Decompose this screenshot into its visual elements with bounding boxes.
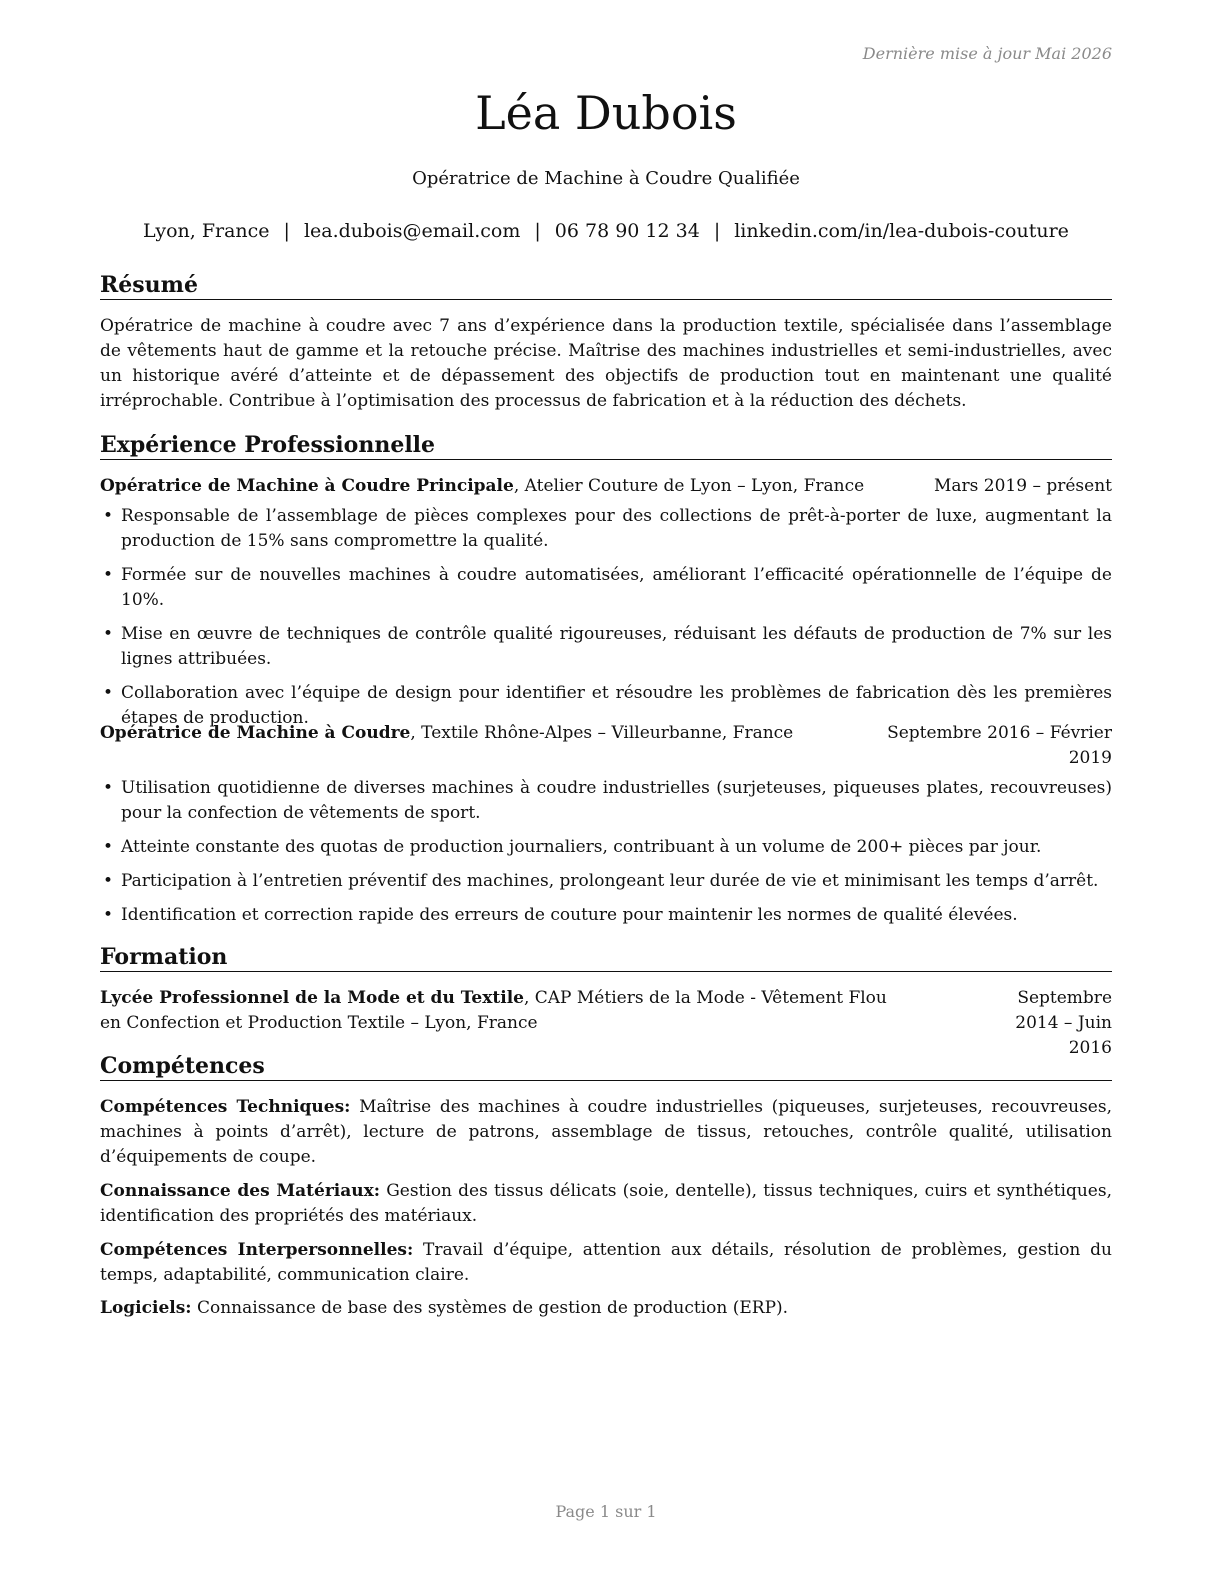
contact-phone: 06 78 90 12 34 <box>554 220 700 242</box>
job-bullets <box>100 776 1112 937</box>
skill-item <box>100 1296 1112 1321</box>
job-company: , Atelier Couture de Lyon – Lyon, France <box>513 476 865 496</box>
job-company: , Textile Rhône-Alpes – Villeurbanne, France <box>410 723 794 743</box>
education-entry <box>100 986 1112 1061</box>
skill-text: Travail d’équipe, attention aux détails, résolution de problèmes, gestion du temps, adaptabilité, communication claire. <box>100 1240 1112 1285</box>
list-item: • Formée sur de nouvelles machines à coudre automatisées, améliorant l’efficacité opérationnelle de l’équipe de 10%. <box>100 563 1112 613</box>
contact-separator: | <box>713 220 721 242</box>
section-heading-education: Formation <box>100 946 1112 972</box>
contact-linkedin[interactable]: linkedin.com/in/lea-dubois-couture <box>734 220 1069 242</box>
section-heading-experience: Expérience Professionnelle <box>100 434 1112 460</box>
list-item: • Responsable de l’assemblage de pièces complexes pour des collections de prêt-à-porter de luxe, augmentant la production de 15% sans compromettre la qualité. <box>100 504 1112 554</box>
list-item: • Utilisation quotidienne de diverses machines à coudre industrielles (surjeteuses, piqueuses plates, recouvreuses) pour la confection de vêtements de sport. <box>100 776 1112 826</box>
job-dates: Mars 2019 – présent <box>933 476 1112 496</box>
job-dates: Septembre 2016 – Février 2019 <box>887 723 1112 768</box>
job-bullets <box>100 504 1112 740</box>
summary-text: Opératrice de machine à coudre avec 7 ans d’expérience dans la production textile, spécialisée dans l’assemblage de vêtements haut de gamme et la retouche précise. Maîtrise des machines industrielles et semi-industrielles, avec un historique avéré d’atteinte et de dépassement des objectifs de production tout en maintenant une qualité irréprochable. Contribue à l’optimisation des processus de fabrication et à la réduction des déchets. <box>100 316 1112 411</box>
skill-item <box>100 1095 1112 1170</box>
last-updated: Dernière mise à jour Mai 2026 <box>862 44 1112 63</box>
skill-label: Compétences Techniques: <box>100 1097 351 1117</box>
job-header <box>100 721 1112 771</box>
contact-email[interactable]: lea.dubois@email.com <box>303 220 521 242</box>
contact-location: Lyon, France <box>143 220 270 242</box>
page-number: Page 1 sur 1 <box>555 1502 657 1521</box>
resume-page <box>100 0 1112 1584</box>
candidate-title: Opératrice de Machine à Coudre Qualifiée <box>412 168 800 189</box>
list-item: • Participation à l’entretien préventif des machines, prolongeant leur durée de vie et minimisant les temps d’arrêt. <box>100 869 1112 894</box>
skill-label: Connaissance des Matériaux: <box>100 1181 381 1201</box>
contact-separator: | <box>534 220 541 242</box>
list-item: • Mise en œuvre de techniques de contrôle qualité rigoureuses, réduisant les défauts de production de 7% sur les lignes attribuées. <box>100 622 1112 672</box>
skill-label: Logiciels: <box>100 1298 192 1318</box>
job-header <box>100 474 1112 499</box>
education-degree-cont: en Confection et Production Textile – Lyon, France <box>100 1013 538 1033</box>
education-degree: , CAP Métiers de la Mode - Vêtement Flou <box>523 988 887 1008</box>
job-role: Opératrice de Machine à Coudre Principale <box>100 476 514 496</box>
skill-text: Connaissance de base des systèmes de gestion de production (ERP). <box>191 1298 789 1318</box>
candidate-name: Léa Dubois <box>475 86 737 140</box>
section-heading-summary: Résumé <box>100 274 1112 300</box>
section-heading-skills: Compétences <box>100 1055 1112 1081</box>
contact-line <box>100 220 1112 242</box>
list-item: • Identification et correction rapide des erreurs de couture pour maintenir les normes de qualité élevées. <box>100 903 1112 928</box>
contact-separator: | <box>283 220 290 242</box>
skill-text: Maîtrise des machines à coudre industrielles (piqueuses, surjeteuses, recouvreuses, machines à points d’arrêt), lecture de patrons, assemblage de tissus, retouches, contrôle qualité, utilisation d’équipements de coupe. <box>100 1097 1112 1167</box>
skill-text: Gestion des tissus délicats (soie, dentelle), tissus techniques, cuirs et synthétiques, identification des propriétés des matériaux. <box>100 1181 1112 1226</box>
list-item: • Atteinte constante des quotas de production journaliers, contribuant à un volume de 200+ pièces par jour. <box>100 835 1112 860</box>
list-item: • Collaboration avec l’équipe de design pour identifier et résoudre les problèmes de fabrication dès les premières étapes de production. <box>100 681 1112 731</box>
skill-label: Compétences Interpersonnelles: <box>100 1240 414 1260</box>
job-role: Opératrice de Machine à Coudre <box>100 723 411 743</box>
education-dates: Septembre 2014 – Juin 2016 <box>1015 988 1112 1058</box>
education-school: Lycée Professionnel de la Mode et du Textile <box>100 988 524 1008</box>
skill-item <box>100 1179 1112 1229</box>
skill-item <box>100 1238 1112 1288</box>
